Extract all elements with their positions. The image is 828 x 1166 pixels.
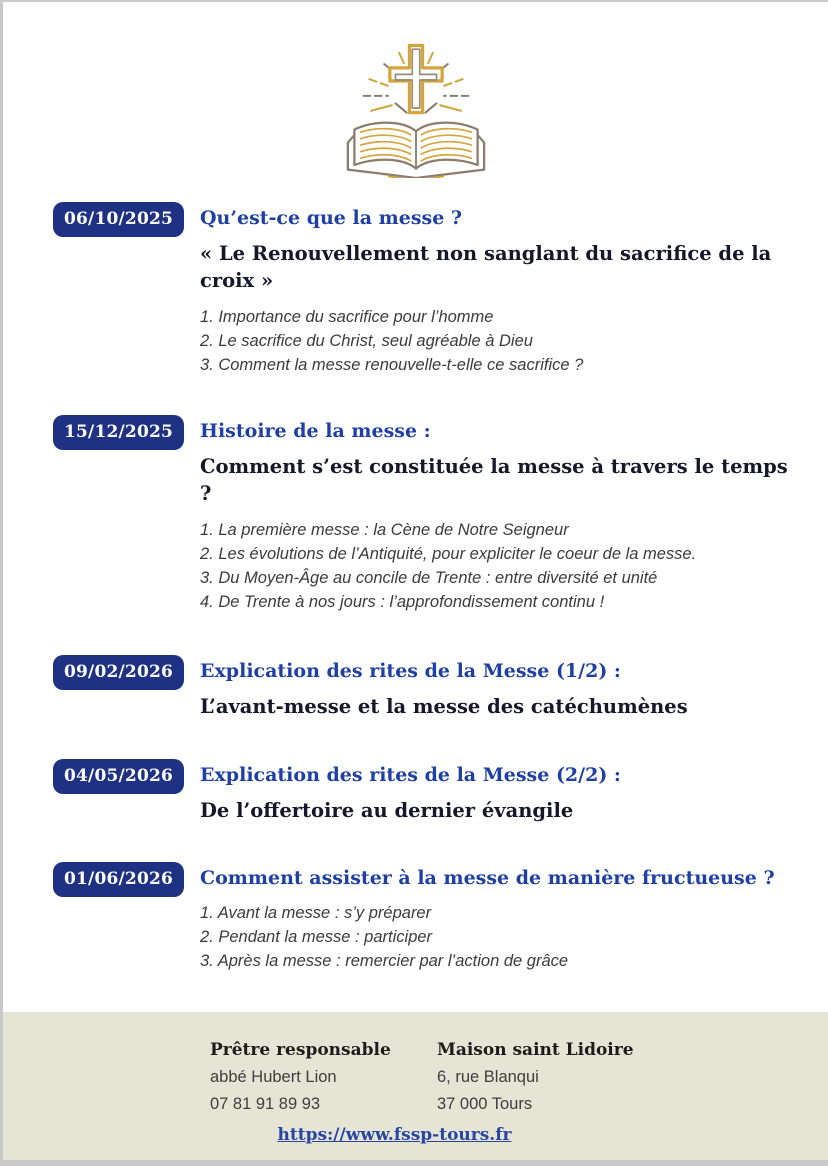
session-3-subtitle: L’avant-messe et la messe des catéchumènes bbox=[200, 695, 688, 718]
list-item: 2. Les évolutions de l’Antiquité, pour expliciter le coeur de la messe. bbox=[200, 545, 697, 563]
list-item: 1. Avant la messe : s’y préparer bbox=[200, 904, 432, 922]
list-item: 1. La première messe : la Cène de Notre Seigneur bbox=[200, 521, 569, 539]
priest-name: abbé Hubert Lion bbox=[210, 1068, 337, 1086]
schedule-list bbox=[3, 202, 828, 973]
list-item: 4. De Trente à nos jours : l’approfondissement continu ! bbox=[200, 593, 605, 611]
session-row-5 bbox=[3, 862, 828, 973]
session-2-content bbox=[200, 415, 792, 614]
session-5-content bbox=[200, 862, 792, 973]
session-2-items bbox=[200, 518, 792, 614]
priest-contact-header: Prêtre responsable bbox=[210, 1040, 391, 1060]
session-1-date-col bbox=[53, 202, 200, 237]
session-3-date-badge: 09/02/2026 bbox=[53, 655, 184, 690]
session-2-subtitle: Comment s’est constituée la messe à travers le temps ? bbox=[200, 455, 788, 505]
session-1-date-badge: 06/10/2025 bbox=[53, 202, 184, 237]
header-logo bbox=[316, 38, 516, 178]
session-5-date-badge: 01/06/2026 bbox=[53, 862, 184, 897]
session-4-date-badge: 04/05/2026 bbox=[53, 759, 184, 794]
address-city: 37 000 Tours bbox=[437, 1095, 533, 1113]
session-1-items bbox=[200, 305, 792, 377]
session-1-content bbox=[200, 202, 792, 377]
list-item: 3. Du Moyen-Âge au concile de Trente : entre diversité et unité bbox=[200, 569, 658, 587]
session-5-date-col bbox=[53, 862, 200, 897]
session-3-title: Explication des rites de la Messe (1/2) : bbox=[200, 660, 621, 682]
session-5-title: Comment assister à la messe de manière fructueuse ? bbox=[200, 867, 775, 889]
session-1-title: Qu’est-ce que la messe ? bbox=[200, 207, 463, 229]
website-link[interactable]: https://www.fssp-tours.fr bbox=[277, 1125, 512, 1145]
session-2-date-col bbox=[53, 415, 200, 450]
session-2-date-badge: 15/12/2025 bbox=[53, 415, 184, 450]
session-4-date-col bbox=[53, 759, 200, 794]
priest-contact-block bbox=[210, 1037, 437, 1118]
contact-columns bbox=[3, 1037, 828, 1118]
open-book-with-cross-and-rays-icon bbox=[316, 38, 516, 178]
session-3-content bbox=[200, 655, 792, 720]
list-item: 2. Le sacrifice du Christ, seul agréable à Dieu bbox=[200, 332, 533, 350]
session-row-4 bbox=[3, 759, 828, 824]
list-item: 3. Comment la messe renouvelle-t-elle ce sacrifice ? bbox=[200, 356, 584, 374]
list-item: 2. Pendant la messe : participer bbox=[200, 928, 433, 946]
address-header: Maison saint Lidoire bbox=[437, 1040, 634, 1060]
session-4-subtitle: De l’offertoire au dernier évangile bbox=[200, 799, 574, 822]
website-link-row bbox=[3, 1125, 828, 1145]
session-5-items bbox=[200, 901, 792, 973]
session-2-title: Histoire de la messe : bbox=[200, 420, 431, 442]
document-page bbox=[3, 2, 828, 1160]
session-4-content bbox=[200, 759, 792, 824]
contact-footer bbox=[3, 1012, 828, 1160]
session-row-3 bbox=[3, 655, 828, 720]
list-item: 3. Après la messe : remercier par l’action de grâce bbox=[200, 952, 569, 970]
priest-phone: 07 81 91 89 93 bbox=[210, 1095, 321, 1113]
session-row-1 bbox=[3, 202, 828, 377]
address-street: 6, rue Blanqui bbox=[437, 1068, 539, 1086]
list-item: 1. Importance du sacrifice pour l’homme bbox=[200, 308, 494, 326]
session-3-date-col bbox=[53, 655, 200, 690]
session-1-subtitle: « Le Renouvellement non sanglant du sacrifice de la croix » bbox=[200, 242, 772, 292]
address-block bbox=[437, 1037, 634, 1118]
session-row-2 bbox=[3, 415, 828, 614]
session-4-title: Explication des rites de la Messe (2/2) : bbox=[200, 764, 621, 786]
